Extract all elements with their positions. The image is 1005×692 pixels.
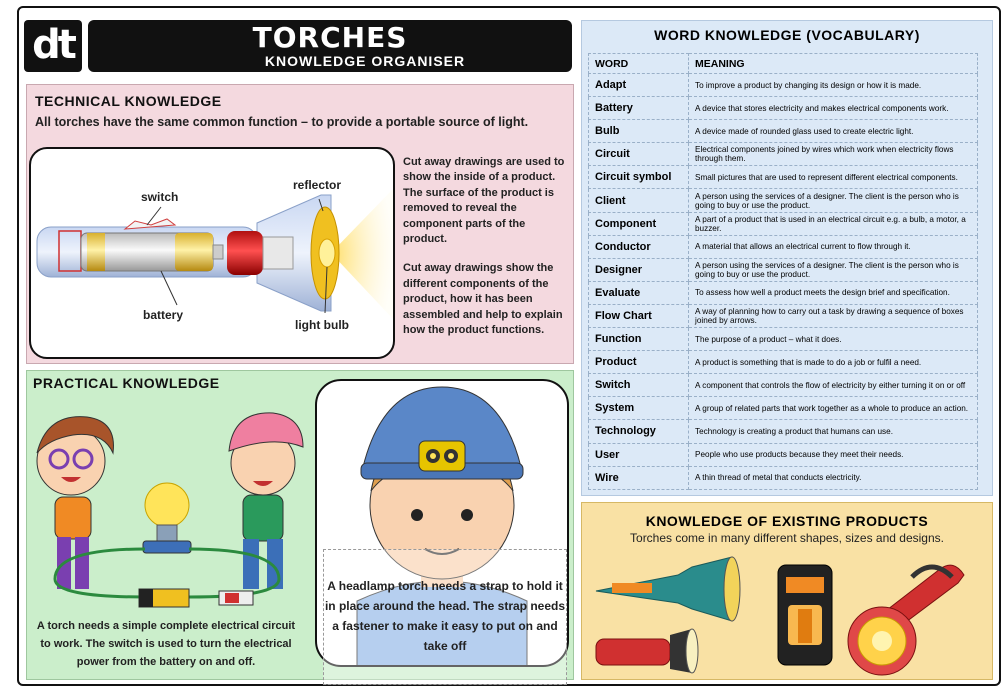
label-light-bulb: light bulb (295, 318, 349, 332)
vocabulary-word: Switch (589, 374, 689, 397)
vocabulary-meaning: A person using the services of a designer. The client is the person who is going to buy or use the product. (689, 189, 978, 212)
vocabulary-meaning: The purpose of a product – what it does. (689, 328, 978, 351)
vocabulary-word: Product (589, 351, 689, 374)
vocabulary-word: Circuit (589, 143, 689, 166)
vocabulary-meaning: A way of planning how to carry out a task by drawing a sequence of boxes joined by arrows. (689, 304, 978, 327)
vocabulary-meaning: A thin thread of metal that conducts electricity. (689, 466, 978, 489)
existing-products-panel (581, 502, 993, 680)
vocabulary-row (589, 397, 978, 420)
vocabulary-meaning: A product is something that is made to do a job or fulfil a need. (689, 351, 978, 374)
vocabulary-row (589, 328, 978, 351)
logo-text: dt (32, 22, 74, 68)
vocabulary-row (589, 120, 978, 143)
vocabulary-meaning: A group of related parts that work together as a whole to produce an action. (689, 397, 978, 420)
vocabulary-word: Evaluate (589, 281, 689, 304)
vocabulary-word: Bulb (589, 120, 689, 143)
torch-cutaway-drawing (29, 147, 395, 359)
page-title: TORCHES (252, 21, 408, 54)
col-meaning-header: MEANING (689, 54, 978, 74)
vocabulary-row (589, 235, 978, 258)
torch-products-illustration (582, 551, 992, 679)
vocabulary-table (588, 53, 978, 490)
col-word-header: WORD (589, 54, 689, 74)
vocabulary-meaning: A person using the services of a designer. The client is the person who is going to buy or use the product. (689, 258, 978, 281)
vocabulary-meaning: A component that controls the flow of electricity by either turning it on or off (689, 374, 978, 397)
vocabulary-word: Technology (589, 420, 689, 443)
cutaway-description (403, 155, 571, 338)
vocabulary-meaning: A device that stores electricity and makes electrical components work. (689, 97, 978, 120)
vocabulary-row (589, 351, 978, 374)
vocabulary-header-row (589, 54, 978, 74)
title-banner (88, 20, 572, 72)
vocabulary-meaning: A material that allows an electrical current to flow through it. (689, 235, 978, 258)
vocabulary-row (589, 258, 978, 281)
vocabulary-word: Flow Chart (589, 304, 689, 327)
technical-intro: All torches have the same common function – to provide a portable source of light. (35, 115, 529, 129)
vocabulary-row (589, 420, 978, 443)
vocabulary-word: System (589, 397, 689, 420)
vocabulary-row (589, 189, 978, 212)
vocabulary-meaning: To improve a product by changing its design or how it is made. (689, 74, 978, 97)
label-reflector: reflector (293, 178, 342, 192)
vocabulary-row (589, 143, 978, 166)
existing-title: KNOWLEDGE OF EXISTING PRODUCTS (645, 513, 929, 529)
vocabulary-meaning: People who use products because they meet their needs. (689, 443, 978, 466)
vocabulary-row (589, 281, 978, 304)
vocabulary-row (589, 304, 978, 327)
vocabulary-word: User (589, 443, 689, 466)
vocabulary-meaning: A device made of rounded glass used to create electric light. (689, 120, 978, 143)
vocabulary-row (589, 74, 978, 97)
vocabulary-row (589, 443, 978, 466)
vocabulary-word: Component (589, 212, 689, 235)
existing-subtitle: Torches come in many different shapes, sizes and designs. (630, 531, 944, 545)
page-subtitle: KNOWLEDGE ORGANISER (264, 53, 466, 69)
vocabulary-word: Battery (589, 97, 689, 120)
vocabulary-row (589, 97, 978, 120)
label-battery: battery (143, 308, 184, 322)
children-circuit-illustration (27, 393, 307, 643)
cutaway-desc-1: Cut away drawings are used to show the inside of a product. The surface of the product is removed to reveal the component parts of the product. (403, 156, 565, 246)
vocabulary-word: Wire (589, 466, 689, 489)
vocabulary-meaning: Small pictures that are used to represent different electrical components. (689, 166, 978, 189)
vocabulary-row (589, 212, 978, 235)
torch-cutaway-illustration (31, 149, 393, 357)
vocabulary-meaning: To assess how well a product meets the design brief and specification. (689, 281, 978, 304)
vocabulary-word: Client (589, 189, 689, 212)
vocabulary-word: Function (589, 328, 689, 351)
dt-logo (24, 20, 82, 72)
vocabulary-row (589, 374, 978, 397)
vocabulary-meaning: Electrical components joined by wires which work when electricity flows through them. (689, 143, 978, 166)
vocabulary-row (589, 166, 978, 189)
practical-title: PRACTICAL KNOWLEDGE (33, 375, 220, 391)
cutaway-desc-2: Cut away drawings show the different components of the product, how it has been assembled and help to explain how the product functions. (403, 262, 563, 337)
vocabulary-word: Adapt (589, 74, 689, 97)
vocabulary-word: Conductor (589, 235, 689, 258)
vocabulary-word: Circuit symbol (589, 166, 689, 189)
practical-knowledge-panel (26, 370, 574, 680)
technical-title: TECHNICAL KNOWLEDGE (35, 93, 222, 109)
vocabulary-title: WORD KNOWLEDGE (VOCABULARY) (654, 27, 920, 43)
label-switch: switch (141, 190, 179, 204)
circuit-caption: A torch needs a simple complete electrical circuit to work. The switch is used to turn the electrical power from the battery on and off. (36, 620, 296, 668)
vocabulary-panel (581, 20, 993, 496)
technical-knowledge-panel (26, 84, 574, 364)
vocabulary-meaning: Technology is creating a product that humans can use. (689, 420, 978, 443)
vocabulary-word: Designer (589, 258, 689, 281)
vocabulary-meaning: A part of a product that is used in an electrical circuit e.g. a bulb, a motor, a buzzer. (689, 212, 978, 235)
vocabulary-row (589, 466, 978, 489)
headlamp-caption: A headlamp torch needs a strap to hold it in place around the head. The strap needs a fastener to make it easy to put on and take off (323, 549, 567, 685)
